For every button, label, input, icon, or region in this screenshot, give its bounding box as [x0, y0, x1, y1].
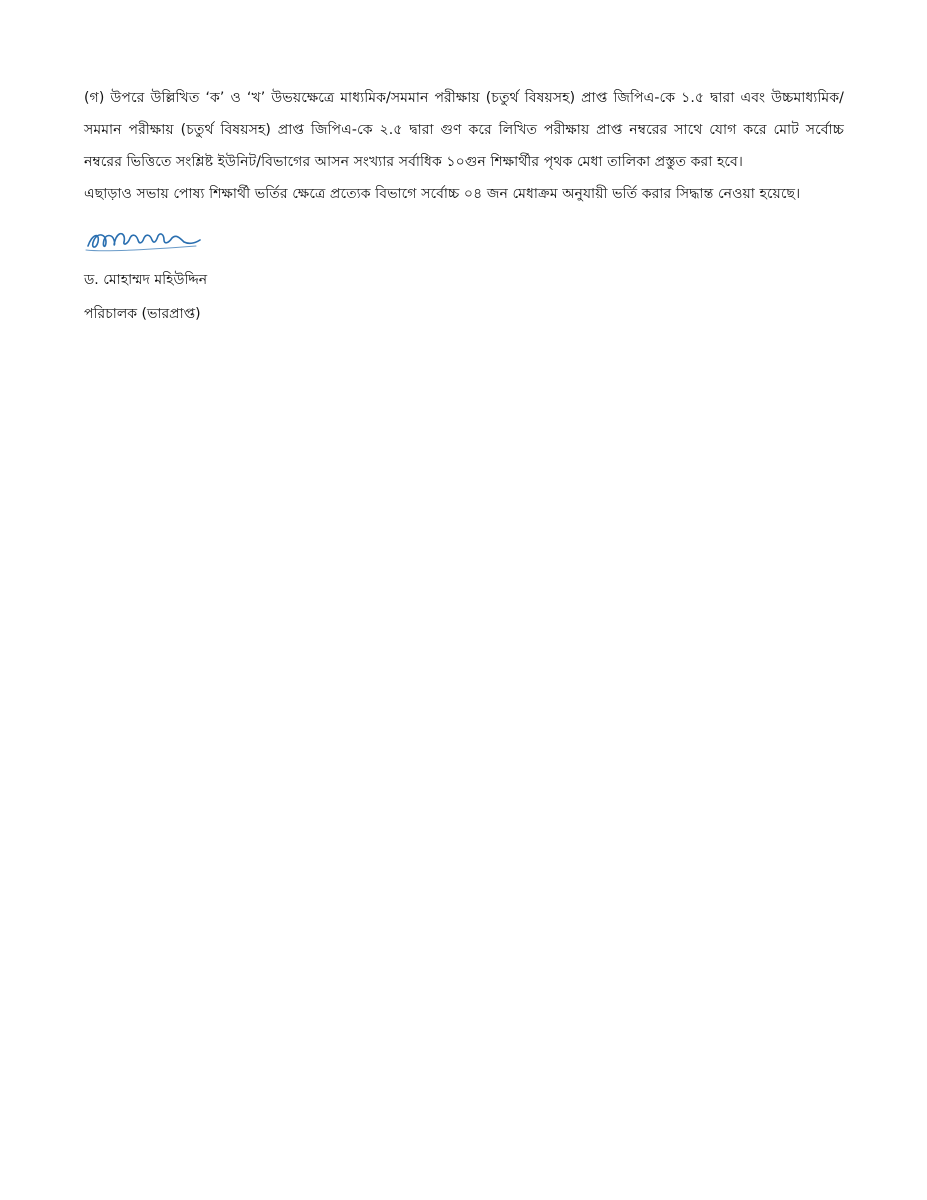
signer-title: পরিচালক (ভারপ্রাপ্ত) [84, 306, 201, 322]
document-body [84, 82, 844, 328]
signature-icon [84, 224, 204, 254]
signer-name: ড. মোহাম্মদ মহিউদ্দিন [84, 272, 208, 288]
paragraph-merit-list-rule: (গ) উপরে উল্লিখিত ‘ক’ ও ‘খ’ উভয়ক্ষেত্রে মাধ্যমিক/সমমান পরীক্ষায় (চতুর্থ বিষয়সহ) প্রাপ্ত জিপিএ-কে ১.৫ দ্বারা এবং উচ্চমাধ্যমিক/ সমমান পরীক্ষায় (চতুর্থ বিষয়সহ) প্রাপ্ত জিপিএ-কে ২.৫ দ্বারা গুণ করে লিখিত পরীক্ষায় প্রাপ্ত নম্বরের সাথে যোগ করে মোট সর্বোচ্চ নম্বরের ভিত্তিতে সংশ্লিষ্ট ইউনিট/বিভাগের আসন সংখ্যার সর্বাধিক ১০গুন শিক্ষার্থীর পৃথক মেধা তালিকা প্রস্তুত করা হবে। [84, 90, 844, 170]
paragraph-ward-admission: এছাড়াও সভায় পোষ্য শিক্ষার্থী ভর্তির ক্ষেত্রে প্রত্যেক বিভাগে সর্বোচ্চ ০৪ জন মেধাক্রম অনুযায়ী ভর্তি করার সিদ্ধান্ত নেওয়া হয়েছে। [84, 186, 801, 202]
